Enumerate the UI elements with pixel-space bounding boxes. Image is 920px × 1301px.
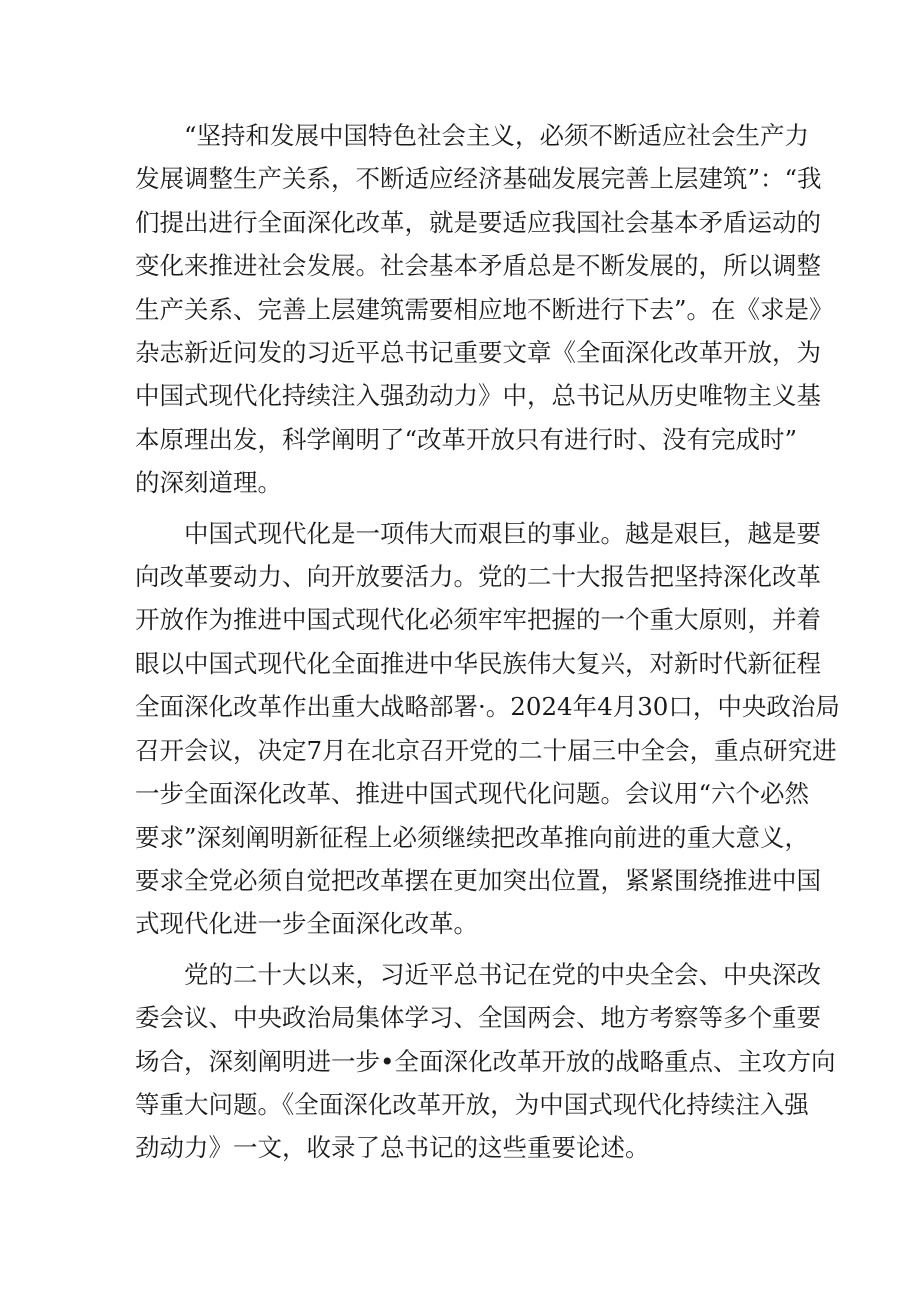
text-line: 杂志新近问发的习近平总书记重要文章《全面深化改革开放，为: [135, 338, 821, 368]
text-line: 中国式现代化持续注入强劲动力》中，总书记从历史唯物主义基: [135, 381, 821, 411]
text-line: 场合，深刻阐明进一步•全面深化改革开放的战略重点、主攻方向: [135, 1046, 836, 1076]
text-line: 向改革要动力、向开放要活力。党的二十大报告把坚持深化改革: [135, 562, 821, 592]
text-line: 的深刻道理。: [135, 468, 282, 498]
text-line: 眼以中国式现代化全面推进中华民族伟大复兴，对新时代新征程: [135, 648, 821, 678]
text-line: 要求全党必须自觉把改革摆在更加突出位置，紧紧围绕推进中国: [135, 865, 821, 895]
text-line: 一步全面深化改革、推进中国式现代化问题。会议用“六个必然: [135, 779, 810, 809]
text-line: 劲动力》一文，收录了总书记的这些重要论述。: [135, 1133, 650, 1163]
text-line: 们提出进行全面深化改革，就是要适应我国社会基本矛盾运动的: [135, 207, 821, 237]
text-line: 生产关系、完善上层建筑需要相应地不断进行下去”。在《求是》: [135, 294, 834, 324]
paragraph-1: [135, 114, 834, 505]
text-line: 要求”深刻阐明新征程上必须继续把改革推向前进的重大意义，: [135, 822, 810, 852]
text-line: 变化来推进社会发展。社会基本矛盾总是不断发展的，所以调整: [135, 251, 821, 281]
paragraph-3: [135, 953, 836, 1170]
text-line: 本原理出发，科学阐明了“改革开放只有进行时、没有完成时”: [135, 424, 798, 454]
paragraph-2: [135, 512, 840, 946]
text-line: 式现代化进一步全面深化改革。: [135, 909, 478, 939]
text-line: 党的二十大以来，习近平总书记在党的中央全会、中央深改: [184, 959, 821, 989]
text-line: 中国式现代化是一项伟大而艰巨的事业。越是艰巨，越是要: [184, 518, 821, 548]
text-line: 召开会议，决定7月在北京召开党的二十届三中全会，重点研究进: [135, 735, 837, 765]
text-line: 发展调整生产关系，不断适应经济基础发展完善上层建筑”：“我: [135, 164, 822, 194]
text-line: 等重大问题。《全面深化改革开放，为中国式现代化持续注入强: [135, 1089, 809, 1119]
text-line: 委会议、中央政治局集体学习、全国两会、地方考察等多个重要: [135, 1003, 821, 1033]
text-line: 开放作为推进中国式现代化必须牢牢把握的一个重大原则，并着: [135, 605, 821, 635]
article-body: [135, 114, 840, 1177]
text-line: 全面深化改革作出重大战略部署·。2024年4月30口，中央政治局: [135, 692, 840, 722]
text-line: “坚持和发展中国特色社会主义，必须不断适应社会生产力: [184, 121, 810, 150]
